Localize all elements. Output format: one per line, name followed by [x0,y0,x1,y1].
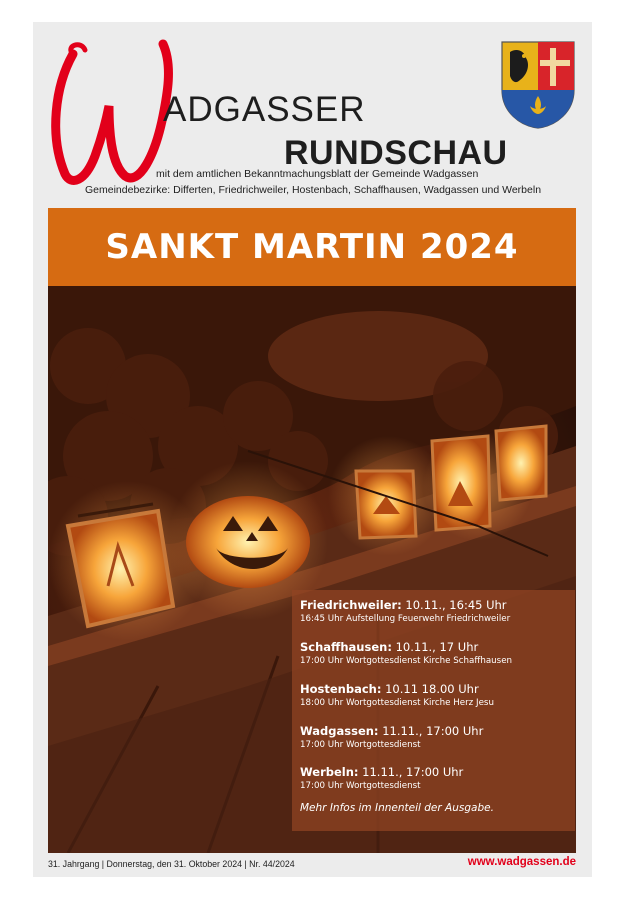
masthead-title-line2: RUNDSCHAU [284,134,508,172]
lantern-left [68,504,173,626]
lantern-right-tall [432,436,490,530]
masthead-districts: Gemeindebezirke: Differten, Friedrichweiler, Hostenbach, Schaffhausen, Wadgassen und Werbeln [85,184,542,196]
headline-banner [48,208,576,286]
lantern-middle [356,471,416,538]
list-item: Friedrichweiler: 10.11., 16:45 Uhr 16:45 Uhr Aufstellung Feuerwehr Friedrichweiler [300,598,511,624]
event-schedule-box [292,590,575,831]
headline-title: SANKT MARTIN 2024 [105,227,519,267]
newspaper-cover [33,22,592,877]
list-item: Hostenbach: 10.11 18.00 Uhr 18:00 Uhr Wortgottesdienst Kirche Herz Jesu [300,682,494,708]
wadgasser-w-logo [45,36,175,186]
masthead-title-line1: ADGASSER [163,90,366,129]
more-info-note: Mehr Infos im Innenteil der Ausgabe. [300,802,494,814]
lantern-pumpkin [186,496,310,588]
list-item: Schaffhausen: 10.11., 17 Uhr 17:00 Uhr Wortgottesdienst Kirche Schaffhausen [300,640,513,666]
coat-of-arms-icon [498,40,578,130]
lantern-far-right [496,426,546,500]
list-item: Wadgassen: 11.11., 17:00 Uhr 17:00 Uhr Wortgottesdienst [300,724,484,750]
list-item: Werbeln: 11.11., 17:00 Uhr 17:00 Uhr Wortgottesdienst [300,765,464,791]
masthead-subtitle: mit dem amtlichen Bekanntmachungsblatt der Gemeinde Wadgassen [156,168,479,180]
issue-info: 31. Jahrgang | Donnerstag, den 31. Oktober 2024 | Nr. 44/2024 [48,859,295,869]
cover-photo-lanterns [48,286,576,853]
website-link[interactable]: www.wadgassen.de [467,856,576,868]
